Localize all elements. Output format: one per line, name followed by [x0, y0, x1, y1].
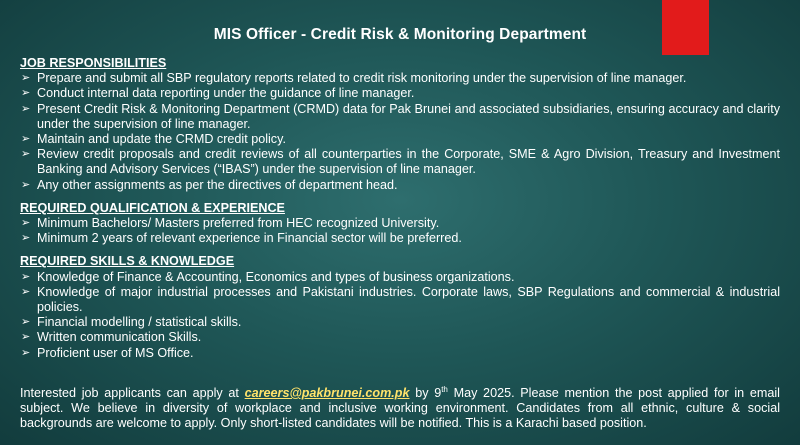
- list-item: ➢ Prepare and submit all SBP regulatory reports related to credit risk monitoring under the supervision of line manager.: [21, 71, 687, 86]
- arrow-bullet-icon: ➢: [21, 133, 31, 146]
- arrow-bullet-icon: ➢: [21, 331, 31, 344]
- section-heading: REQUIRED SKILLS & KNOWLEDGE: [20, 254, 235, 269]
- list-item: ➢ Minimum Bachelors/ Masters preferred from HEC recognized University.: [21, 216, 440, 231]
- arrow-bullet-icon: ➢: [21, 102, 31, 115]
- section-skills: [20, 254, 780, 360]
- skills-list: [20, 270, 780, 361]
- list-item: ➢ Proficient user of MS Office.: [21, 345, 194, 360]
- list-item: ➢ Any other assignments as per the directives of department head.: [21, 177, 398, 192]
- arrow-bullet-icon: ➢: [21, 285, 31, 298]
- careers-email-link[interactable]: careers@pakbrunei.com.pk: [244, 386, 410, 400]
- list-item: ➢ Review credit proposals and credit reviews of all counterparties in the Corporate, SME & Agro Division, Treasury and Investment Banking and Advisory Services (“IBAS”) under the supervision of line manager.: [21, 147, 780, 177]
- list-item: ➢ Financial modelling / statistical skills.: [21, 315, 242, 330]
- list-item: ➢ Written communication Skills.: [21, 330, 202, 345]
- arrow-bullet-icon: ➢: [21, 270, 31, 283]
- arrow-bullet-icon: ➢: [21, 232, 31, 245]
- arrow-bullet-icon: ➢: [21, 217, 31, 230]
- list-item: ➢ Knowledge of major industrial processes and Pakistani industries. Corporate laws, SBP Regulations and commercial & industrial policies.: [21, 284, 780, 315]
- list-item: ➢ Maintain and update the CRMD credit policy.: [21, 132, 286, 147]
- section-heading: REQUIRED QUALIFICATION & EXPERIENCE: [20, 200, 285, 215]
- page-title: MIS Officer - Credit Risk & Monitoring Department: [213, 26, 587, 43]
- arrow-bullet-icon: ➢: [21, 346, 31, 359]
- list-item: ➢ Minimum 2 years of relevant experience in Financial sector will be preferred.: [21, 231, 462, 246]
- section-responsibilities: [20, 56, 780, 193]
- list-item: ➢ Present Credit Risk & Monitoring Department (CRMD) data for Pak Brunei and associated subsidiaries, ensuring accuracy and clarity under the supervision of line manager.: [21, 101, 780, 131]
- section-heading: JOB RESPONSIBILITIES: [20, 56, 167, 70]
- arrow-bullet-icon: ➢: [21, 72, 31, 85]
- application-note: Interested job applicants can apply at careers@pakbrunei.com.pk by 9th May 2025. Please mention the post applied for in email subject. We believe in diversity of workplace and inclusive working environment. Candidates from all ethnic, culture & social backgrounds are welcome to apply. Only short-listed candidates will be notified. This is a Karachi based position.: [20, 384, 780, 431]
- list-item: ➢ Conduct internal data reporting under the guidance of line manager.: [21, 86, 415, 101]
- arrow-bullet-icon: ➢: [21, 87, 31, 100]
- responsibilities-list: [20, 71, 780, 193]
- arrow-bullet-icon: ➢: [21, 178, 31, 191]
- qualification-list: [20, 216, 780, 246]
- arrow-bullet-icon: ➢: [21, 148, 31, 161]
- job-details: [20, 56, 780, 369]
- list-item: ➢ Knowledge of Finance & Accounting, Economics and types of business organizations.: [21, 269, 515, 284]
- arrow-bullet-icon: ➢: [21, 316, 31, 329]
- section-qualification: [20, 201, 780, 247]
